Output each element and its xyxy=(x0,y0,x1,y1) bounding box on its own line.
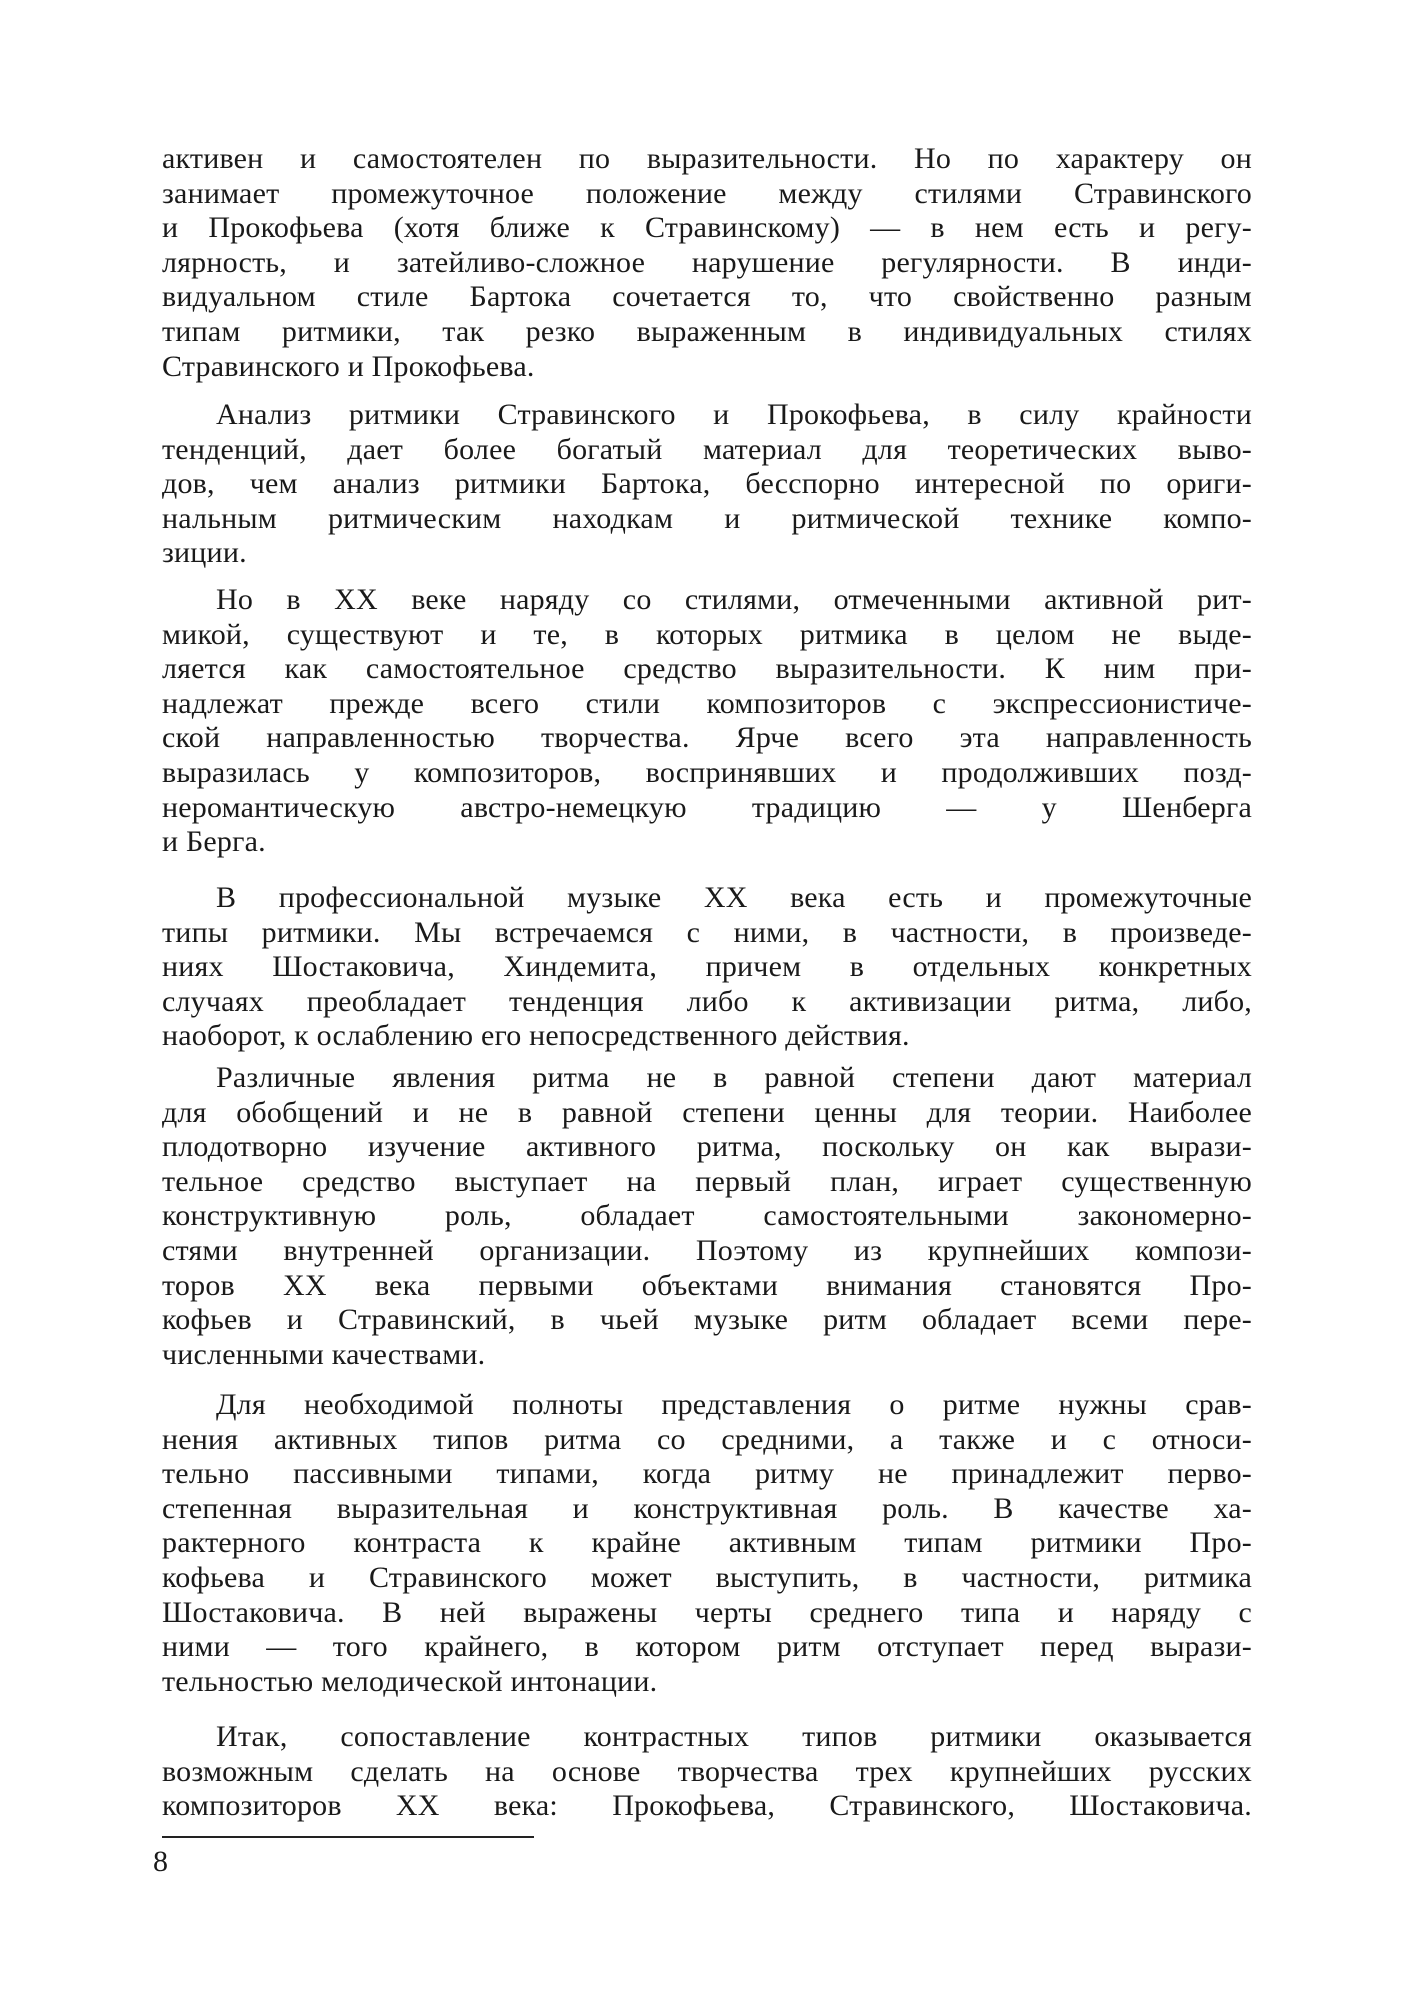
text-line: для обобщений и не в равной степени ценны для теории. Наиболее xyxy=(162,1095,1252,1129)
text-line: стями внутренней организации. Поэтому из крупнейших компози- xyxy=(162,1233,1252,1267)
page-number: 8 xyxy=(153,1845,168,1878)
text-line: В профессиональной музыке XX века есть и промежуточные xyxy=(216,881,1252,914)
text-line: наоборот, к ослаблению его непосредственного действия. xyxy=(162,1019,910,1053)
text-line: активен и самостоятелен по выразительности. Но по характеру он xyxy=(162,142,1252,175)
text-line: и Берга. xyxy=(162,825,266,859)
paragraph-1 xyxy=(162,142,1252,384)
text-line: численными качествами. xyxy=(162,1337,486,1371)
text-line: композиторов XX века: Прокофьева, Стравинского, Шостаковича. xyxy=(162,1789,1252,1823)
text-line: Но в XX веке наряду со стилями, отмеченными активной рит- xyxy=(216,583,1252,616)
text-line: лярность, и затейливо-сложное нарушение регулярности. В инди- xyxy=(162,245,1252,279)
text-line: кофьева и Стравинского может выступить, в частности, ритмика xyxy=(162,1560,1252,1594)
text-line: случаях преобладает тенденция либо к активизации ритма, либо, xyxy=(162,984,1252,1018)
paragraph-4 xyxy=(162,881,1252,1054)
text-line: тельно пассивными типами, когда ритму не принадлежит перво- xyxy=(162,1457,1252,1491)
text-line: нения активных типов ритма со средними, а также и с относи- xyxy=(162,1422,1252,1456)
text-line: возможным сделать на основе творчества трех крупнейших русских xyxy=(162,1754,1252,1788)
paragraph-2 xyxy=(162,398,1252,571)
text-line: выразилась у композиторов, воспринявших и продолживших позд- xyxy=(162,755,1252,789)
text-line: типам ритмики, так резко выраженным в индивидуальных стилях xyxy=(162,314,1252,348)
text-line: ской направленностью творчества. Ярче всего эта направленность xyxy=(162,721,1252,755)
text-line: плодотворно изучение активного ритма, поскольку он как вырази- xyxy=(162,1130,1252,1164)
text-line: тельностью мелодической интонации. xyxy=(162,1664,658,1698)
text-line: степенная выразительная и конструктивная роль. В качестве ха- xyxy=(162,1491,1252,1525)
text-line: неромантическую австро-немецкую традицию — у Шенберга xyxy=(162,790,1252,824)
text-line: Стравинского и Прокофьева. xyxy=(162,349,535,383)
text-line: видуальном стиле Бартока сочетается то, что свойственно разным xyxy=(162,280,1252,314)
text-line: типы ритмики. Мы встречаемся с ними, в частности, в произведе- xyxy=(162,915,1252,949)
text-line: ними — того крайнего, в котором ритм отступает перед вырази- xyxy=(162,1630,1252,1664)
text-line: ляется как самостоятельное средство выразительности. К ним при- xyxy=(162,652,1252,686)
paragraph-7 xyxy=(162,1720,1252,1824)
text-line: Различные явления ритма не в равной степени дают материал xyxy=(216,1061,1252,1094)
text-line: дов, чем анализ ритмики Бартока, бесспорно интересной по ориги- xyxy=(162,467,1252,501)
text-line: Итак, сопоставление контрастных типов ритмики оказывается xyxy=(216,1720,1252,1753)
text-line: зиции. xyxy=(162,536,247,570)
footer-rule xyxy=(162,1836,534,1838)
paragraph-5 xyxy=(162,1061,1252,1372)
text-line: тельное средство выступает на первый план, играет существенную xyxy=(162,1164,1252,1198)
text-line: кофьев и Стравинский, в чьей музыке ритм обладает всеми пере- xyxy=(162,1303,1252,1337)
text-line: Шостаковича. В ней выражены черты среднего типа и наряду с xyxy=(162,1595,1252,1629)
text-line: Анализ ритмики Стравинского и Прокофьева, в силу крайности xyxy=(216,398,1252,431)
text-line: микой, существуют и те, в которых ритмика в целом не выде- xyxy=(162,617,1252,651)
text-line: ниях Шостаковича, Хиндемита, причем в отдельных конкретных xyxy=(162,950,1252,984)
text-line: рактерного контраста к крайне активным типам ритмики Про- xyxy=(162,1526,1252,1560)
text-line: конструктивную роль, обладает самостоятельными закономерно- xyxy=(162,1199,1252,1233)
text-line: занимает промежуточное положение между стилями Стравинского xyxy=(162,176,1252,210)
text-line: надлежат прежде всего стили композиторов с экспрессионистиче- xyxy=(162,686,1252,720)
paragraph-3 xyxy=(162,583,1252,860)
text-line: нальным ритмическим находкам и ритмической технике компо- xyxy=(162,501,1252,535)
text-line: торов XX века первыми объектами внимания становятся Про- xyxy=(162,1268,1252,1302)
text-line: Для необходимой полноты представления о ритме нужны срав- xyxy=(216,1388,1252,1421)
paragraph-6 xyxy=(162,1388,1252,1699)
text-line: и Прокофьева (хотя ближе к Стравинскому) — в нем есть и регу- xyxy=(162,211,1252,245)
text-line: тенденций, дает более богатый материал для теоретических выво- xyxy=(162,432,1252,466)
